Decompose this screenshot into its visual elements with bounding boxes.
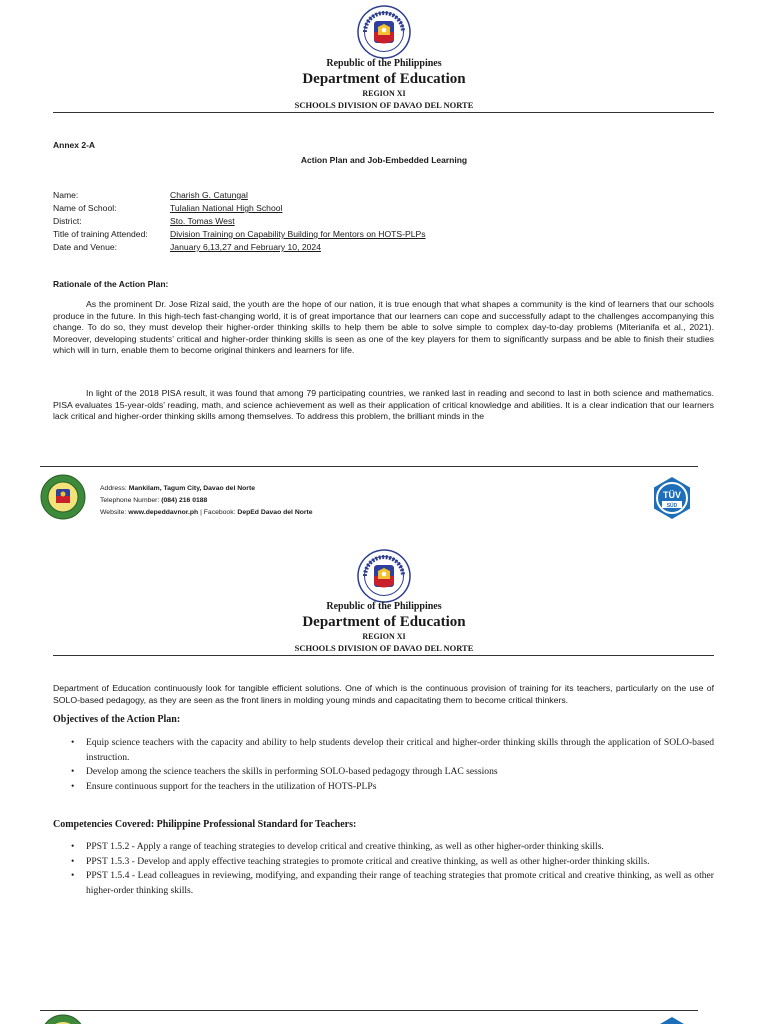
training-value: Division Training on Capability Building for Mentors on HOTS-PLPs: [170, 229, 426, 239]
school-value: Tulalian National High School: [170, 203, 283, 213]
header-divider: [53, 655, 714, 656]
republic-heading: Republic of the Philippines: [326, 58, 442, 69]
footer-divider: [40, 466, 698, 467]
competencies-heading: Competencies Covered: Philippine Professional Standard for Teachers:: [53, 819, 357, 830]
list-item: • Develop among the science teachers the skills in performing SOLO-based pedagogy through LAC sessions: [68, 765, 714, 780]
address-label: Address:: [100, 485, 129, 492]
republic-heading: Republic of the Philippines: [326, 601, 442, 612]
department-heading: Department of Education: [302, 71, 466, 87]
annex-label: Annex 2-A: [53, 140, 96, 150]
document-title: Action Plan and Job-Embedded Learning: [300, 155, 468, 165]
division-seal-icon: [40, 474, 86, 520]
date-label: Date and Venue:: [53, 242, 118, 252]
rationale-heading: Rationale of the Action Plan:: [53, 279, 169, 289]
tuv-certification-icon: [650, 476, 694, 520]
tuv-bottom-text: SÜD: [666, 503, 678, 509]
header-divider: [53, 112, 714, 113]
objectives-list: [68, 736, 714, 794]
objectives-heading: Objectives of the Action Plan:: [53, 714, 181, 725]
rationale-paragraph-2: In light of the 2018 PISA result, it was found that among 79 participating countries, we ranked last in reading and second to last in both science and mathematics. PISA evaluates 15-year-olds’ reading, math, and science achievement as well as their application of critical knowledge and abilities. It is a clear indication that our learners lack critical and higher-order thinking skills among themselves. To address this problem, the brilliant minds in the: [53, 388, 714, 422]
facebook-link[interactable]: DepEd Davao del Norte: [237, 509, 313, 516]
continuation-paragraph: Department of Education continuously look for tangible efficient solutions. One of which is the continuous provision of training for its teachers, particularly on the use of SOLO-based pedagogy, as they are seen as the front liners in molding young minds and capacitating them to become critical thinkers.: [53, 683, 714, 705]
school-label: Name of School:: [53, 203, 117, 213]
competencies-list: [68, 840, 714, 898]
footer-phone: [100, 496, 207, 506]
list-item: • Equip science teachers with the capacity and ability to help students develop their critical and higher-order thinking skills through the application of SOLO-based instruction.: [68, 736, 714, 765]
footer-web: [100, 508, 313, 518]
website-link[interactable]: www.depeddavnor.ph: [128, 509, 199, 516]
region-heading: REGION XI: [362, 632, 406, 641]
date-value: January 6,13,27 and February 10, 2024: [170, 242, 321, 252]
department-heading: Department of Education: [302, 614, 466, 630]
facebook-label: Facebook:: [203, 509, 238, 516]
name-value: Charish G. Catungal: [170, 190, 248, 200]
footer-address: [100, 484, 255, 494]
division-heading: SCHOOLS DIVISION OF DAVAO DEL NORTE: [294, 643, 474, 653]
phone-label: Telephone Number:: [100, 497, 162, 504]
list-item: • PPST 1.5.3 - Develop and apply effective teaching strategies to promote critical and creative thinking, as well as other higher-order thinking skills.: [68, 855, 714, 870]
division-seal-icon: [40, 1014, 86, 1024]
phone-value: (084) 216 0188: [161, 497, 208, 504]
district-value: Sto. Tomas West: [170, 216, 235, 226]
division-heading: SCHOOLS DIVISION OF DAVAO DEL NORTE: [294, 100, 474, 110]
rationale-paragraph-1: As the prominent Dr. Jose Rizal said, the youth are the hope of our nation, it is true enough that what shapes a community is the kind of learners that our schools produce in the future. In this high-tech fast-changing world, it is of great importance that our learners can cope and successfully adapt to the challenges accompanying this change. To do so, they must develop their higher-order thinking skills to help them be able to solve simple to complex day-to-day problems (Miterianifa et al., 2021). Moreover, developing students’ critical and higher-order thinking skills is seen as one of the key players for them to significantly surpass and be able to finish their studies which will in turn, enable them to become original thinkers and learners for life.: [53, 299, 714, 356]
training-label: Title of training Attended:: [53, 229, 148, 239]
deped-seal-icon: [357, 5, 411, 59]
tuv-top-text: TÜV: [663, 490, 681, 500]
website-label: Website:: [100, 509, 129, 516]
list-item: • PPST 1.5.2 - Apply a range of teaching strategies to develop critical and creative thinking, as well as other higher-order thinking skills.: [68, 840, 714, 855]
name-label: Name:: [53, 190, 79, 200]
district-label: District:: [53, 216, 82, 226]
address-value: Mankilam, Tagum City, Davao del Norte: [128, 485, 255, 492]
footer-divider: [40, 1010, 698, 1011]
list-item: • Ensure continuous support for the teachers in the utilization of HOTS-PLPs: [68, 780, 714, 795]
tuv-certification-icon: [650, 1016, 694, 1024]
deped-seal-icon: [357, 549, 411, 603]
list-item: • PPST 1.5.4 - Lead colleagues in reviewing, modifying, and expanding their range of teaching strategies that promote critical and creative thinking, as well as other higher-order thinking skills.: [68, 869, 714, 898]
footer-separator: |: [198, 509, 204, 516]
region-heading: REGION XI: [362, 89, 406, 98]
